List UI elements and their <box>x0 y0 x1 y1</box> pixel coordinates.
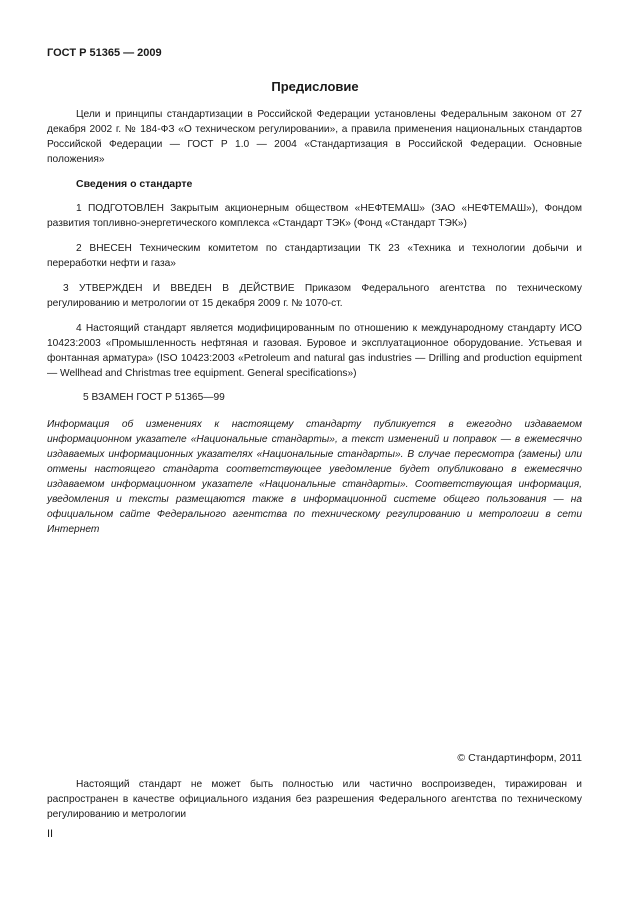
document-code-header: ГОСТ Р 51365 — 2009 <box>47 47 162 59</box>
notice-paragraph: Информация об изменениях к настоящему стандарту публикуется в ежегодно издаваемом информационном указателе «Национальные стандарты», а текст изменений и поправок — в ежемесячно издаваемых информационных указателях «Национальные стандарты». В случае пересмотра (замены) или отмены настоящего стандарта соответствующее уведомление будет опубликовано в ежемесячно издаваемом информационном указателе «Национальные стандарты». Соответствующая информация, уведомления и тексты размещаются также в информационной системе общего пользования — на официальном сайте Федерального агентства по техническому регулированию и метрологии в сети Интернет <box>47 419 582 535</box>
page-title: Предисловие <box>271 79 359 94</box>
about-item-1: 1 ПОДГОТОВЛЕН Закрытым акционерным обществом «НЕФТЕМАШ» (ЗАО «НЕФТЕМАШ»), Фондом развития топливно-энергетического комплекса «Стандарт ТЭК» (Фонд «Стандарт ТЭК») <box>47 203 582 229</box>
about-heading: Сведения о стандарте <box>76 178 193 190</box>
footer-notice: Настоящий стандарт не может быть полностью или частично воспроизведен, тиражирован и распространен в качестве официального издания без разрешения Федерального агентства по техническому регулированию и метрологии <box>47 779 582 820</box>
page-number: II <box>47 828 54 840</box>
about-item-4: 4 Настоящий стандарт является модифицированным по отношению к международному стандарту ИСО 10423:2003 «Промышленность нефтяная и газовая. Буровое и эксплуатационное оборудование. Устьевая и фонтанная арматура» (ISO 10423:2003 «Petroleum and natural gas industries — Drilling and production equipment — Wellhead and Christmas tree equipment. General specifications») <box>47 323 582 379</box>
intro-paragraph: Цели и принципы стандартизации в Российской Федерации установлены Федеральным законом от 27 декабря 2002 г. № 184-ФЗ «О техническом регулировании», а правила применения национальных стандартов Российской Федерации — ГОСТ Р 1.0 — 2004 «Стандартизация в Российской Федерации. Основные положения» <box>47 109 582 165</box>
about-item-3: 3 УТВЕРЖДЕН И ВВЕДЕН В ДЕЙСТВИЕ Приказом Федерального агентства по техническому регулированию и метрологии от 15 декабря 2009 г. № 1070-ст. <box>47 283 582 309</box>
about-item-2: 2 ВНЕСЕН Техническим комитетом по стандартизации ТК 23 «Техника и технологии добычи и переработки нефти и газа» <box>47 243 582 269</box>
copyright-line: © Стандартинформ, 2011 <box>457 752 582 764</box>
about-item-5: 5 ВЗАМЕН ГОСТ Р 51365—99 <box>83 392 225 403</box>
